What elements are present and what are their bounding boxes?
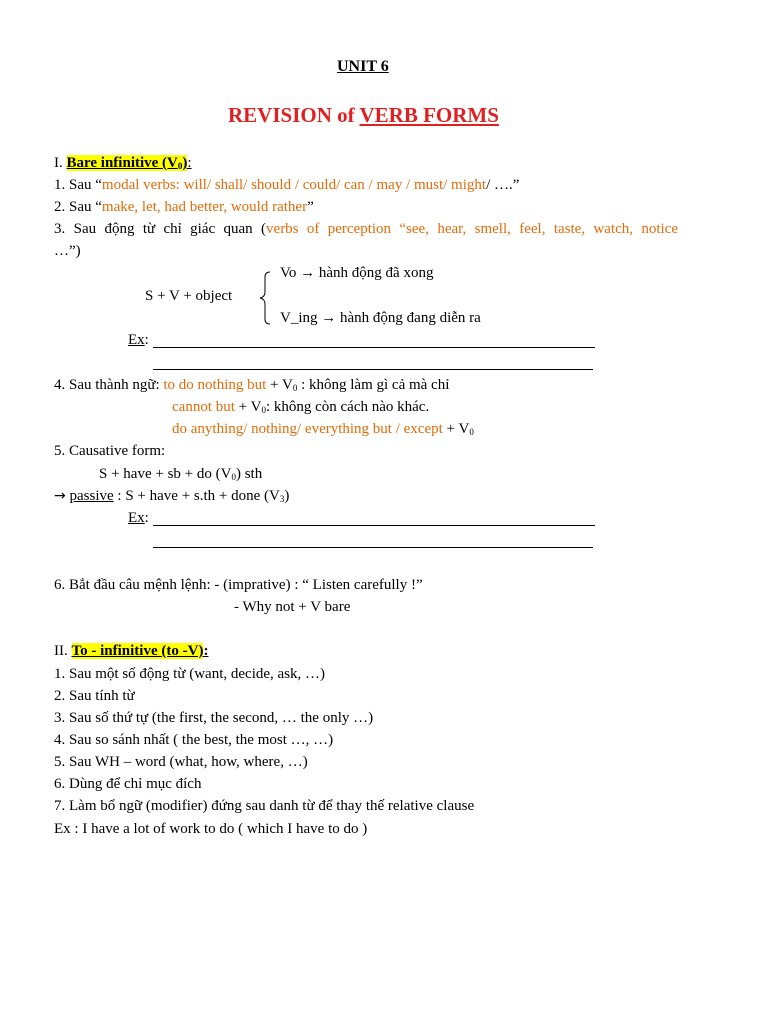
list-item: 5. Sau WH – word (what, how, where, …) [54,754,308,770]
list-item: 6. Bắt đầu câu mệnh lệnh: - (imprative) : “ Listen carefully !” [54,577,423,593]
example-label [128,331,149,349]
idiom-meaning: : không còn cách nào khác. [265,399,430,415]
section-1-title-end: ) [182,155,188,171]
formula-left: S + V + object [145,288,233,304]
list-item: 3. Sau số thứ tự (the first, the second, … the only …) [54,710,374,726]
item-highlight: verbs of perception “see, hear, smell, feel, taste, watch, notice [266,221,678,237]
example-blank-line [153,369,593,370]
section-1-heading [54,154,192,172]
example-blank-line [153,347,595,348]
section-1-number: I. [54,155,67,171]
list-item [54,198,314,216]
section-1-colon: : [187,155,192,171]
formula-ving: V_ing → hành động đang diễn ra [280,310,481,326]
example-label-colon: : [144,332,149,348]
example-label-colon: : [144,510,149,526]
list-item: 7. Làm bổ ngữ (modifier) đứng sau danh từ để thay thế relative clause [54,798,475,814]
idiom-meaning: : không làm gì cả mà chỉ [297,377,450,393]
list-item-continuation: - Why not + V bare [234,599,351,615]
example-label-text: Ex [128,510,145,526]
item-lead: 4. Sau thành ngữ: [54,377,164,393]
list-item [172,420,474,438]
idiom-phrase: to do nothing but [163,377,267,393]
idiom-phrase: cannot but [172,399,235,415]
section-2-colon: : [203,643,209,659]
list-item: 6. Dùng để chỉ mục đích [54,776,202,792]
list-item [54,176,519,194]
formula-text: : S + have + s.th + done (V [113,488,280,504]
example-blank-line [153,525,595,526]
example-blank-line [153,547,593,548]
causative-formula [99,465,262,483]
example-label [128,509,149,527]
item-tail: / ….” [486,177,520,193]
section-2-heading [54,642,208,660]
idiom-sub: 0 [292,383,298,393]
section-1-title-sub: 0 [177,161,183,171]
section-1-title-text: Bare infinitive (V [66,155,178,171]
list-item: 4. Sau so sánh nhất ( the best, the most …, …) [54,732,334,748]
idiom-phrase: do anything/ nothing/ everything but / except [172,421,443,437]
curly-brace-icon [257,270,273,326]
idiom-plus: + V [234,399,262,415]
example-label-text: Ex [128,332,145,348]
formula-vo: Vo → hành động đã xong [280,265,434,281]
formula-sub: 0 [231,472,236,482]
section-2-title: To - infinitive (to -V) [71,643,204,659]
list-item [172,398,429,416]
formula-sub: 3 [279,494,285,504]
passive-formula [54,487,289,505]
item-highlight: make, let, had better, would rather [101,199,308,215]
item-lead: 3. Sau động từ chỉ giác quan ( [54,221,267,237]
list-item [54,220,678,238]
title-prefix: REVISION of [228,103,360,127]
section-1-title [67,155,188,171]
list-item [54,376,449,394]
formula-text: S + have + sb + do (V [99,466,232,482]
item-highlight: modal verbs: will/ shall/ should / could/ can / may / must/ might [101,177,487,193]
item-lead: 2. Sau “ [54,199,102,215]
list-item: 5. Causative form: [54,443,166,459]
idiom-sub: 0 [261,405,266,415]
list-item-continuation: …”) [54,243,81,259]
page-title [228,103,499,127]
title-main: VERB FORMS [359,103,499,127]
item-tail: ” [307,199,314,215]
formula-end: ) [284,488,290,504]
passive-label: passive [69,488,114,504]
idiom-plus: + V [266,377,293,393]
list-item: 2. Sau tính từ [54,688,135,704]
idiom-sub: 0 [469,427,474,437]
example-sentence: Ex : I have a lot of work to do ( which I have to do ) [54,821,368,837]
item-lead: 1. Sau “ [54,177,102,193]
list-item: 1. Sau một số động từ (want, decide, ask, …) [54,666,326,682]
idiom-plus: + V [442,421,470,437]
arrow-right-icon: → [54,488,66,504]
section-2-number: II. [54,643,72,659]
formula-end: ) sth [235,466,263,482]
unit-title: UNIT 6 [337,58,389,75]
